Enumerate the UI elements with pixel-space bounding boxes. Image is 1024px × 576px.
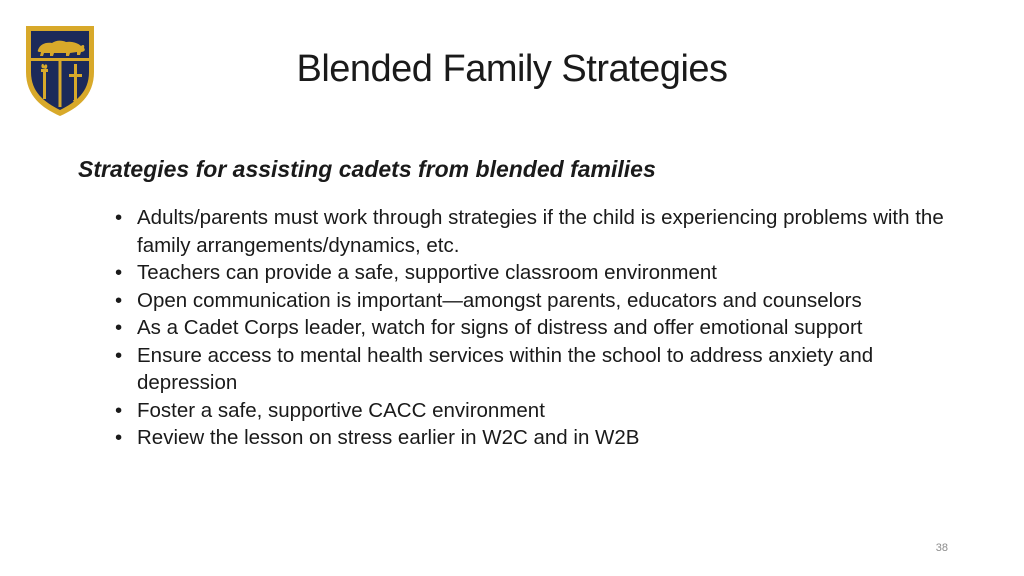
page-number: 38 bbox=[935, 542, 948, 554]
bullet-list bbox=[115, 204, 955, 452]
bullet-item: • Ensure access to mental health services within the school to address anxiety and depression bbox=[115, 342, 955, 397]
bullet-item: • Teachers can provide a safe, supportive classroom environment bbox=[115, 259, 955, 287]
bullet-item: • Review the lesson on stress earlier in W2C and in W2B bbox=[115, 424, 955, 452]
slide-subtitle: Strategies for assisting cadets from blended families bbox=[78, 156, 656, 182]
bullet-item: • As a Cadet Corps leader, watch for signs of distress and offer emotional support bbox=[115, 314, 955, 342]
bullet-item: • Open communication is important—amongst parents, educators and counselors bbox=[115, 287, 955, 315]
bullet-item: • Adults/parents must work through strategies if the child is experiencing problems with the family arrangements/dynamics, etc. bbox=[115, 204, 955, 259]
slide-title: Blended Family Strategies bbox=[296, 48, 728, 90]
bullet-item: • Foster a safe, supportive CACC environment bbox=[115, 397, 955, 425]
